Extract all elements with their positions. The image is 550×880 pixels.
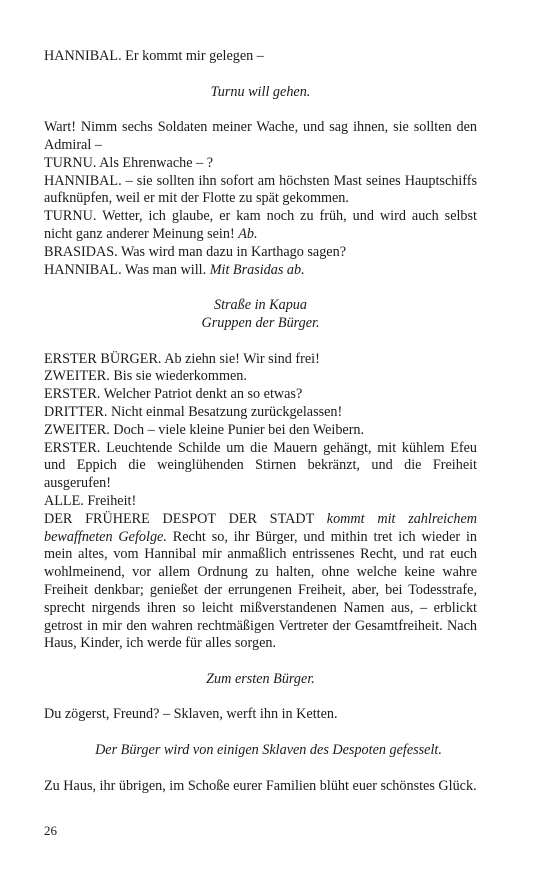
speech-hannibal-2: Wart! Nimm sechs Soldaten meiner Wache, und sag ihnen, sie sollten den Admiral – [44,119,477,153]
scene-heading: Straße in Kapua Gruppen der Bürger. [201,297,320,331]
speech-turnu-2: TURNU. Wetter, ich glaube, er kam noch zu früh, und wird auch selbst nicht ganz anderer Meinung sein! Ab. [44,208,477,242]
speech-alle: ALLE. Freiheit! [44,492,137,509]
speech-hannibal-4: HANNIBAL. Was man will. Mit Brasidas ab. [44,261,305,278]
speech-hannibal-3: HANNIBAL. – sie sollten ihn sofort am höchsten Mast seines Hauptschiffs aufknüpfen, weil er mit der Flotte zu spät gekommen. [44,172,477,207]
stage-direction-zum-ersten-buerger: Zum ersten Bürger. [206,670,315,687]
speech-turnu-1: TURNU. Als Ehrenwache – ? [44,154,214,171]
page-number: 26 [44,823,57,838]
speech-brasidas: BRASIDAS. Was wird man dazu in Karthago sagen? [44,243,346,260]
speech-erster-2: ERSTER. Leuchtende Schilde um die Mauern gehängt, mit kühlem Efeu und Eppich die weinglühenden Stirnen bekränzt, und die Freiheit ausgerufen! [44,439,477,492]
stage-direction-gefesselt: Der Bürger wird von einigen Sklaven des Despoten gefesselt. [95,742,442,759]
speech-erster-buerger: ERSTER BÜRGER. Ab ziehn sie! Wir sind frei! [44,350,320,367]
speech-despot: DER FRÜHERE DESPOT DER STADT kommt mit zahlreichem bewaffneten Gefolge. Recht so, ihr Bürger, und mithin tret ich wieder in mein altes, vom Hannibal mir anmaßlich entrissenes Recht, und rat euch wohlmeinend, vor allem Ordnung zu halten, ohne welche keine wahre Freiheit denkbar; genießet der errungenen Freiheit, aber, bei Todesstrafe, sprecht nirgends ihren so leicht mißverstandenen Namen aus, – erblickt getrost in mir den wahren rechtmäßigen Vertreter der Gesamtfreiheit. Nach Haus, Kinder, ich werde für alles sorgen. [44,510,478,652]
speech-hannibal-1: HANNIBAL. Er kommt mir gelegen – [44,48,264,64]
speech-zweiter-1: ZWEITER. Bis sie wiederkommen. [44,368,247,385]
speech-despot-3: Zu Haus, ihr übrigen, im Schoße eurer Familien blüht euer schönstes Glück. [44,777,477,794]
speech-erster-1: ERSTER. Welcher Patriot denkt an so etwas? [44,386,303,403]
stage-direction-turnu: Turnu will gehen. [210,83,311,100]
speech-despot-2: Du zögerst, Freund? – Sklaven, werft ihn in Ketten. [44,706,338,723]
page-text [44,48,477,795]
speech-zweiter-2: ZWEITER. Doch – viele kleine Punier bei den Weibern. [44,421,365,438]
speech-dritter: DRITTER. Nicht einmal Besatzung zurückgelassen! [44,403,343,420]
